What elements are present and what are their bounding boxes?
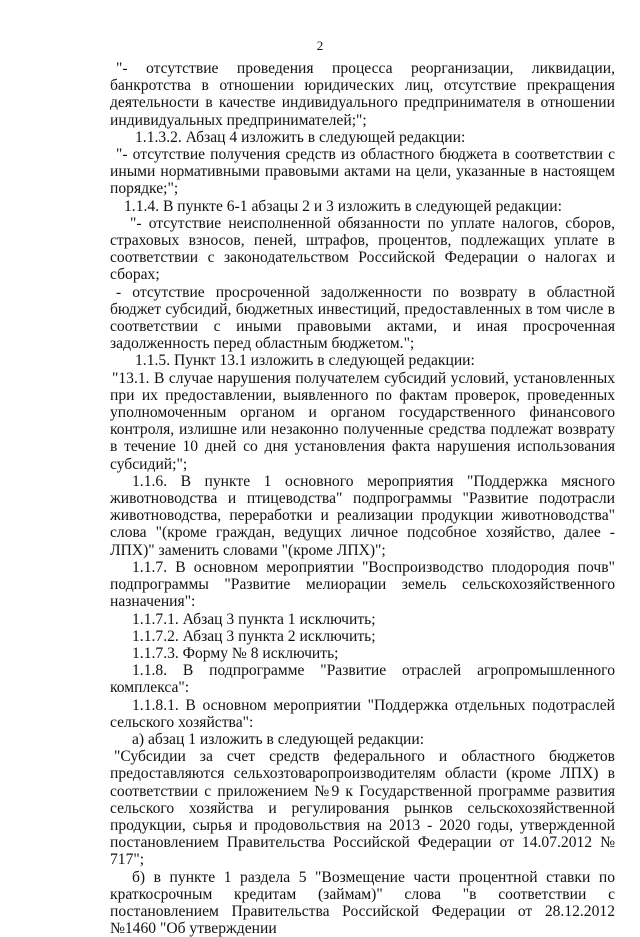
paragraph: 1.1.4. В пункте 6-1 абзацы 2 и 3 изложить в следующей редакции: (124, 197, 562, 215)
paragraph: "- отсутствие неисполненной обязанности по уплате налогов, сборов, страховых взносов, пеней, штрафов, процентов, подлежащих уплате в соответствии с законодательством Российской Федерации о налогах и сборах; (110, 214, 615, 284)
page-number: 2 (316, 38, 324, 53)
paragraph: а) абзац 1 изложить в следующей редакции: (132, 730, 425, 748)
paragraph: "Субсидии за счет средств федерального и областного бюджетов предоставляются сельхозтоваропроизводителям области (кроме ЛПХ) в соответствии с приложением №9 к Государственной программе развития сельского хозяйства и регулирования рынков сельскохозяйственной продукции, сырья и продовольствия на 2013 - 2020 годы, утвержденной постановлением Правительства Российской Федерации от 14.07.2012 № 717"; (110, 748, 615, 869)
paragraph: 1.1.3.2. Абзац 4 изложить в следующей редакции: (135, 128, 466, 146)
paragraph: 1.1.7.2. Абзац 3 пункта 2 исключить; (132, 627, 376, 645)
paragraph: 1.1.6. В пункте 1 основного мероприятия "Поддержка мясного животноводства и птицеводства" подпрограммы "Развитие подотрасли животноводства, переработки и реализации продукции животноводства" слова "(кроме граждан, ведущих личное подсобное хозяйство, далее - ЛПХ)" заменить словами "(кроме ЛПХ)"; (110, 472, 615, 559)
paragraph: "13.1. В случае нарушения получателем субсидий условий, установленных при их предоставлении, выявленного по фактам проверок, проведенных уполномоченным органом и органом государственного финансового контроля, излишне или незаконно полученные средства подлежат возврату в течение 10 дней со дня установления факта нарушения использования субсидий;"; (110, 369, 615, 473)
paragraph: 1.1.7.3. Форму № 8 исключить; (132, 644, 339, 662)
paragraph: 1.1.8. В подпрограмме "Развитие отраслей агропромышленного комплекса": (110, 662, 615, 697)
document-body (110, 60, 615, 937)
paragraph: "- отсутствие получения средств из областного бюджета в соответствии с иными нормативными правовыми актами на цели, указанные в настоящем порядке;"; (110, 146, 615, 198)
paragraph: 1.1.7. В основном мероприятии "Воспроизводство плодородия почв" подпрограммы "Развитие мелиорации земель сельскохозяйственного назначения": (110, 558, 615, 611)
paragraph: 1.1.5. Пункт 13.1 изложить в следующей редакции: (135, 352, 475, 370)
paragraph: 1.1.7.1. Абзац 3 пункта 1 исключить; (132, 610, 376, 628)
paragraph: 1.1.8.1. В основном мероприятии "Поддержка отдельных подотраслей сельского хозяйства": (110, 696, 615, 731)
paragraph: - отсутствие просроченной задолженности по возврату в областной бюджет субсидий, бюджетных инвестиций, предоставленных в том числе в соответствии с иными правовыми актами, и иная просроченная задолженность перед областным бюджетом."; (110, 283, 615, 353)
paragraph: "- отсутствие проведения процесса реорганизации, ликвидации, банкротства в отношении юридических лиц, отсутствие прекращения деятельности в качестве индивидуального предпринимателя в отношении индивидуальных предпринимателей;"; (110, 60, 615, 129)
paragraph: б) в пункте 1 раздела 5 "Возмещение части процентной ставки по краткосрочным кредитам (займам)" слова "в соответствии с постановлением Правительства Российской Федерации от 28.12.2012 №1460 "Об утверждении (110, 868, 615, 937)
